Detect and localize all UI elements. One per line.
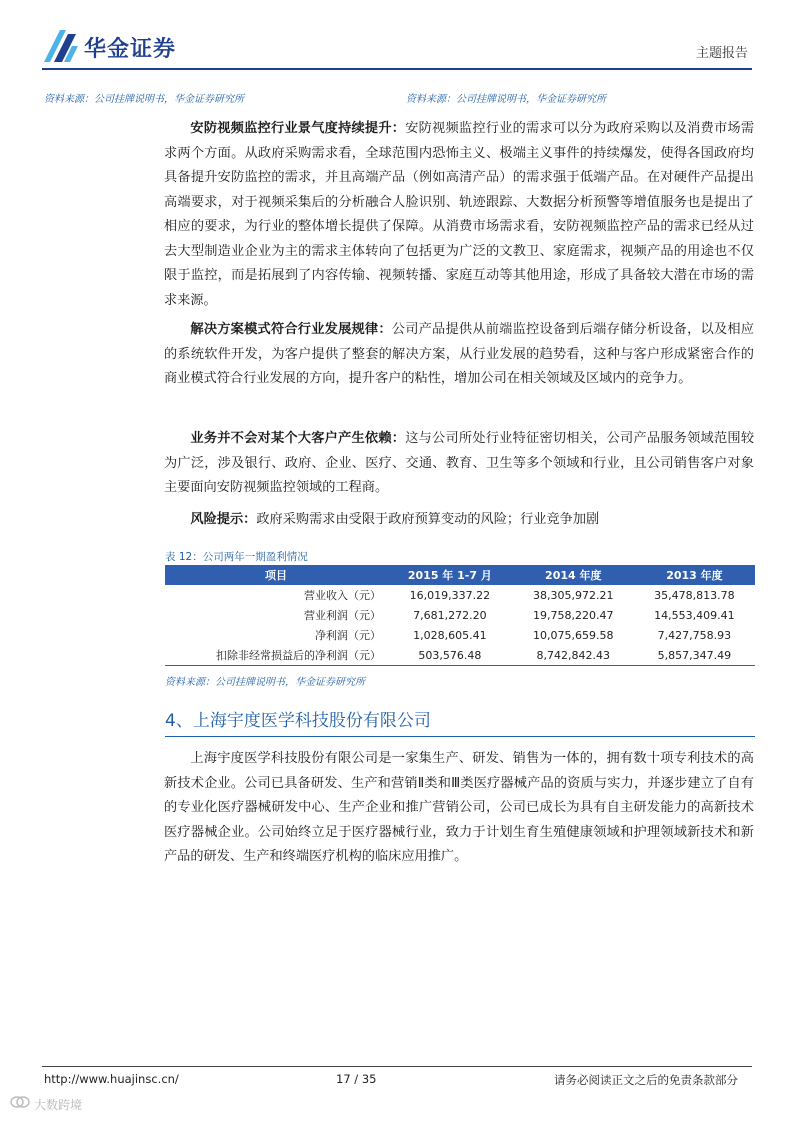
report-type-label: 主题报告 bbox=[695, 46, 748, 61]
table-cell-value: 14,553,409.41 bbox=[654, 608, 735, 622]
table-header-row bbox=[165, 565, 755, 585]
watermark-logo-icon bbox=[10, 1095, 30, 1109]
table-cell-label: 扣除非经常损益后的净利润（元） bbox=[165, 645, 387, 666]
table-cell-value: 7,681,272.20 bbox=[413, 608, 487, 622]
company-logo-icon bbox=[42, 28, 78, 64]
table-source: 资料来源：公司挂牌说明书，华金证券研究所 bbox=[165, 677, 365, 688]
table-cell-value: 35,478,813.78 bbox=[654, 588, 735, 602]
table-cell-label: 营业收入（元） bbox=[304, 589, 381, 602]
watermark-text: 大数跨境 bbox=[34, 1098, 83, 1112]
paragraph-text: 这与公司所处行业特征密切相关，公司产品服务领域范围较为广泛，涉及银行、政府、企业、医疗、交通、教育、卫生等多个领域和行业，且公司销售客户对象主要面向安防视频监控领域的工程商。 bbox=[164, 431, 755, 495]
table-row bbox=[165, 605, 755, 625]
section-heading: 4、上海宇度医学科技股份有限公司 bbox=[165, 711, 431, 731]
table-caption: 表 12：公司两年一期盈利情况 bbox=[165, 551, 308, 563]
paragraph-text: 政府采购需求由受限于政府预算变动的风险；行业竞争加剧 bbox=[256, 512, 600, 527]
disclaimer-note: 请务必阅读正文之后的免责条款部分 bbox=[554, 1073, 738, 1087]
section-divider bbox=[165, 736, 755, 737]
table-cell-value: 10,075,659.58 bbox=[533, 628, 614, 642]
table-cell-value: 5,857,347.49 bbox=[634, 645, 755, 666]
table-row bbox=[165, 625, 755, 645]
header-divider bbox=[42, 68, 752, 70]
table-cell-value: 19,758,220.47 bbox=[533, 608, 614, 622]
table-row bbox=[165, 645, 755, 666]
paragraph-lead: 业务并不会对某个大客户产生依赖： bbox=[190, 431, 406, 446]
table-header-cell: 项目 bbox=[165, 565, 387, 585]
table-row bbox=[165, 585, 755, 605]
paragraph-text: 公司产品提供从前端监控设备到后端存储分析设备，以及相应的系统软件开发，为客户提供了整套的解决方案，从行业发展的趋势看，这种与客户形成紧密合作的商业模式符合行业发展的方向，提升客户的粘性，增加公司在相关领域及区域内的竞争力。 bbox=[164, 322, 754, 386]
table-cell-value: 16,019,337.22 bbox=[409, 588, 491, 602]
company-logo-text: 华金证券 bbox=[84, 37, 177, 62]
page-number: 17 / 35 bbox=[336, 1072, 377, 1086]
table-cell-value: 38,305,972.21 bbox=[533, 588, 614, 602]
paragraph-industry-outlook bbox=[164, 117, 754, 313]
paragraph-solution-model bbox=[164, 318, 754, 392]
table-header-cell: 2015 年 1-7 月 bbox=[387, 565, 513, 585]
table-cell-value: 8,742,842.43 bbox=[513, 645, 634, 666]
paragraph-customer-dependence bbox=[164, 427, 754, 501]
paragraph-text: 安防视频监控行业的需求可以分为政府采购以及消费市场需求两个方面。从政府采购需求看，全球范围内恐怖主义、极端主义事件的持续爆发，使得各国政府均具备提升安防监控的需求，并且高端产品（例如高清产品）的需求强于低端产品。在对硬件产品提出高端要求，对于视频采集后的分析融合人脸识别、轨迹跟踪、大数据分析预警等增值服务也是提出了相应的要求，为行业的整体增长提供了保障。从消费市场需求看，安防视频监控产品的需求已经从过去大型制造业企业为主的需求主体转向了包括更为广泛的文教卫、家庭需求，视频产品的用途也不仅限于监控，而是拓展到了内容传输、视频转播、家庭互动等其他用途，形成了具备较大潜在市场的需求来源。 bbox=[164, 121, 755, 308]
profit-table bbox=[165, 565, 755, 666]
paragraph-lead: 风险提示： bbox=[190, 512, 257, 527]
footer-divider bbox=[42, 1066, 752, 1067]
table-cell-label: 营业利润（元） bbox=[304, 609, 381, 622]
table-cell-value: 1,028,605.41 bbox=[413, 628, 487, 642]
table-cell-label: 净利润（元） bbox=[315, 629, 381, 642]
table-cell-value: 503,576.48 bbox=[387, 645, 513, 666]
table-header-cell: 2013 年度 bbox=[634, 565, 755, 585]
figure-source-left: 资料来源：公司挂牌说明书，华金证券研究所 bbox=[44, 94, 244, 105]
figure-source-right: 资料来源：公司挂牌说明书，华金证券研究所 bbox=[406, 94, 606, 105]
section-body-paragraph: 上海宇度医学科技股份有限公司是一家集生产、研发、销售为一体的，拥有数十项专利技术的高新技术企业。公司已具备研发、生产和营销Ⅱ类和Ⅲ类医疗器械产品的资质与实力，并逐步建立了自有的专业化医疗器械研发中心、生产企业和推广营销公司，公司已成长为具有自主研发能力的高新技术医疗器械企业。公司始终立足于医疗器械行业，致力于计划生育生殖健康领域和护理领域新技术和新产品的研发、生产和终端医疗机构的临床应用推广。 bbox=[164, 751, 754, 864]
paragraph-lead: 安防视频监控行业景气度持续提升： bbox=[190, 121, 406, 136]
website-link[interactable]: http://www.huajinsc.cn/ bbox=[44, 1072, 179, 1086]
table-header-cell: 2014 年度 bbox=[513, 565, 634, 585]
table-cell-value: 7,427,758.93 bbox=[657, 628, 732, 642]
paragraph-lead: 解决方案模式符合行业发展规律： bbox=[190, 322, 392, 337]
paragraph-risk-warning bbox=[164, 508, 754, 533]
